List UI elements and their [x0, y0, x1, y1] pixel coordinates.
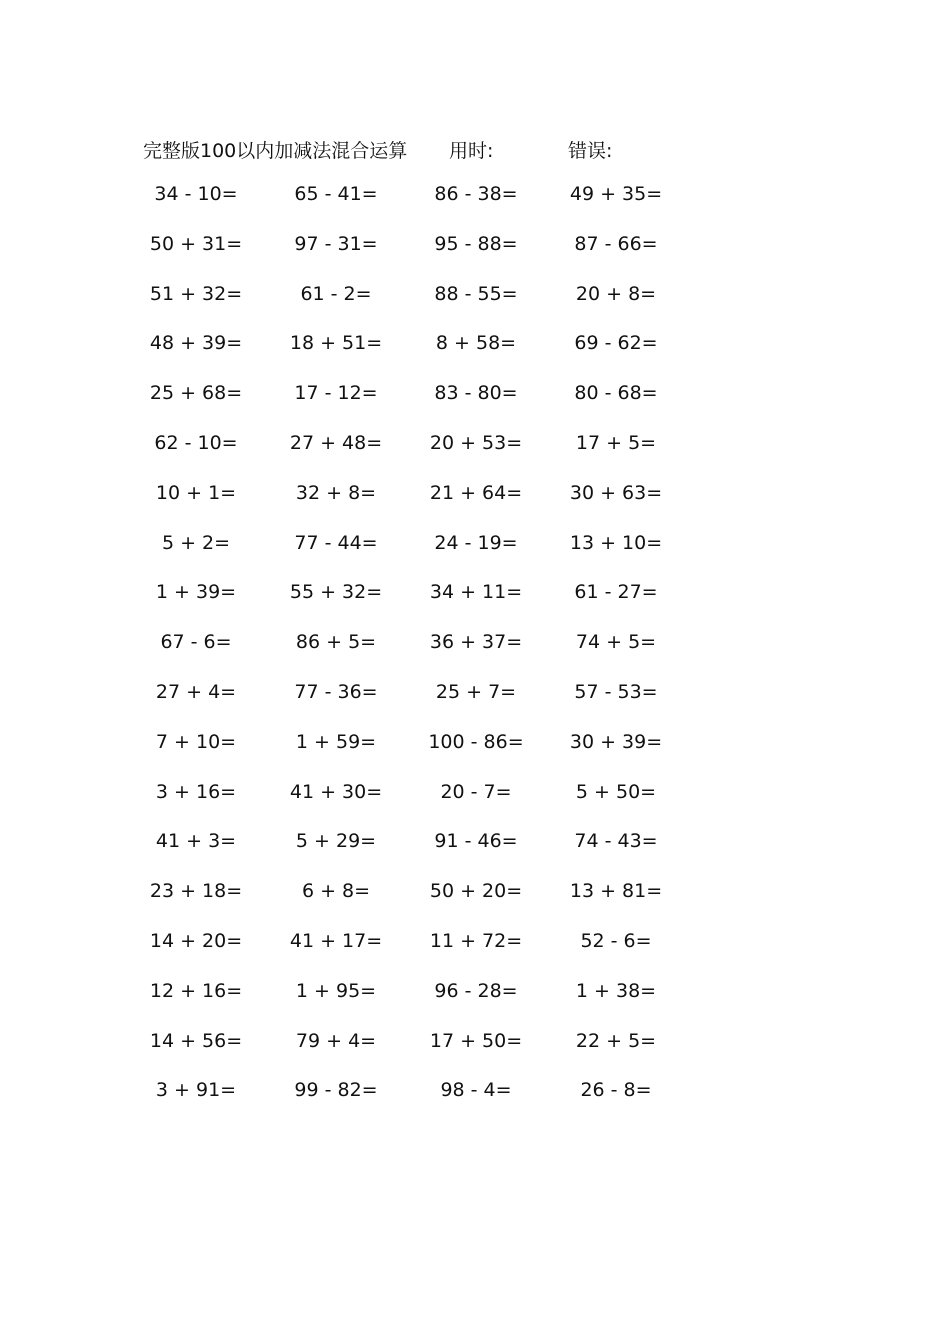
math-problem: 23 + 18=	[149, 880, 243, 903]
math-problem: 3 + 91=	[155, 1079, 237, 1102]
math-problem: 5 + 29=	[295, 830, 377, 853]
math-problem: 67 - 6=	[160, 631, 232, 654]
math-problem: 27 + 48=	[289, 431, 383, 454]
math-problem: 32 + 8=	[295, 481, 377, 504]
math-problem: 69 - 62=	[574, 332, 658, 355]
problem-row	[0, 581, 950, 631]
math-problem: 41 + 3=	[155, 830, 237, 853]
math-problem: 86 + 5=	[295, 631, 377, 654]
math-problem: 18 + 51=	[289, 332, 383, 355]
math-problem: 77 - 44=	[294, 531, 378, 554]
math-problem: 25 + 7=	[435, 680, 517, 703]
math-problem: 20 + 8=	[575, 282, 657, 305]
problem-row	[0, 930, 950, 980]
math-problem: 13 + 81=	[569, 880, 663, 903]
problem-row	[0, 382, 950, 432]
math-problem: 91 - 46=	[434, 830, 518, 853]
math-problem: 27 + 4=	[155, 680, 237, 703]
math-problem: 50 + 20=	[429, 880, 523, 903]
math-problem: 79 + 4=	[295, 1029, 377, 1052]
math-problem: 25 + 68=	[149, 382, 243, 405]
math-problem: 21 + 64=	[429, 481, 523, 504]
math-problem: 1 + 59=	[295, 730, 377, 753]
math-problem: 17 + 5=	[575, 431, 657, 454]
worksheet-title: 完整版100以内加减法混合运算	[143, 140, 408, 162]
math-problem: 22 + 5=	[575, 1029, 657, 1052]
math-problem: 74 - 43=	[574, 830, 658, 853]
time-used-label: 用时:	[449, 140, 494, 162]
math-problem: 5 + 50=	[575, 780, 657, 803]
problem-row	[0, 731, 950, 781]
math-problem: 24 - 19=	[434, 531, 518, 554]
problem-row	[0, 1079, 950, 1129]
math-problem: 41 + 30=	[289, 780, 383, 803]
math-problem: 41 + 17=	[289, 929, 383, 952]
math-problem: 74 + 5=	[575, 631, 657, 654]
math-problem: 34 - 10=	[154, 183, 238, 205]
math-problem: 1 + 39=	[155, 581, 237, 604]
math-problem: 20 - 7=	[440, 780, 512, 803]
problem-row	[0, 332, 950, 382]
math-problem: 51 + 32=	[149, 282, 243, 305]
math-problem: 7 + 10=	[155, 730, 237, 753]
math-problem: 8 + 58=	[435, 332, 517, 355]
math-problem: 95 - 88=	[434, 232, 518, 255]
errors-label: 错误:	[568, 140, 613, 162]
math-problem: 98 - 4=	[440, 1079, 512, 1102]
math-problem: 11 + 72=	[429, 929, 523, 952]
problem-row	[0, 233, 950, 283]
math-problem: 61 - 27=	[574, 581, 658, 604]
math-problem: 55 + 32=	[289, 581, 383, 604]
math-problem: 6 + 8=	[301, 880, 371, 903]
math-problem: 48 + 39=	[149, 332, 243, 355]
math-problem: 49 + 35=	[569, 183, 663, 205]
math-problem: 62 - 10=	[154, 431, 238, 454]
problem-row	[0, 830, 950, 880]
problem-row	[0, 880, 950, 930]
math-problem: 10 + 1=	[155, 481, 237, 504]
problem-row	[0, 681, 950, 731]
math-problem: 50 + 31=	[149, 232, 243, 255]
math-problem: 34 + 11=	[429, 581, 523, 604]
problem-row	[0, 183, 950, 233]
math-problem: 57 - 53=	[574, 680, 658, 703]
problem-row	[0, 1030, 950, 1080]
problem-row	[0, 432, 950, 482]
math-problem: 13 + 10=	[569, 531, 663, 554]
math-problem: 3 + 16=	[155, 780, 237, 803]
math-problem: 17 - 12=	[294, 382, 378, 405]
math-problem: 14 + 56=	[149, 1029, 243, 1052]
math-problem: 1 + 38=	[575, 979, 657, 1002]
worksheet-header	[143, 136, 843, 166]
math-problem: 61 - 2=	[300, 282, 372, 305]
math-problem: 20 + 53=	[429, 431, 523, 454]
problem-row	[0, 482, 950, 532]
math-problem: 26 - 8=	[580, 1079, 652, 1102]
math-problem: 52 - 6=	[580, 929, 652, 952]
math-problem: 77 - 36=	[294, 680, 378, 703]
math-problem: 97 - 31=	[294, 232, 378, 255]
problem-row	[0, 980, 950, 1030]
math-problem: 87 - 66=	[574, 232, 658, 255]
math-problem: 30 + 39=	[569, 730, 663, 753]
problem-row	[0, 283, 950, 333]
math-problem: 65 - 41=	[294, 183, 378, 205]
math-problem: 1 + 95=	[295, 979, 377, 1002]
math-problem: 86 - 38=	[434, 183, 518, 205]
math-problem: 36 + 37=	[429, 631, 523, 654]
problem-row	[0, 631, 950, 681]
math-problem: 100 - 86=	[428, 730, 524, 753]
problem-grid	[0, 183, 950, 1129]
math-problem: 14 + 20=	[149, 929, 243, 952]
math-problem: 17 + 50=	[429, 1029, 523, 1052]
math-problem: 83 - 80=	[434, 382, 518, 405]
math-problem: 80 - 68=	[574, 382, 658, 405]
math-problem: 5 + 2=	[161, 531, 231, 554]
problem-row	[0, 781, 950, 831]
math-problem: 96 - 28=	[434, 979, 518, 1002]
math-problem: 99 - 82=	[294, 1079, 378, 1102]
math-problem: 88 - 55=	[434, 282, 518, 305]
math-problem: 30 + 63=	[569, 481, 663, 504]
problem-row	[0, 532, 950, 582]
math-problem: 12 + 16=	[149, 979, 243, 1002]
